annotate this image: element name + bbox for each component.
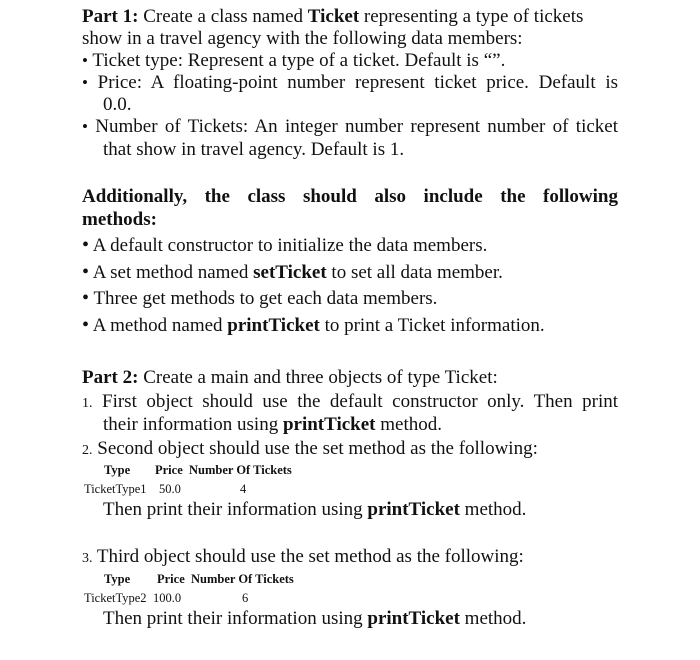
bullet-icon: • [82, 73, 88, 92]
method-name: printTicket [227, 315, 320, 336]
step-number: 3. [82, 551, 93, 566]
bullet-icon: • [82, 261, 90, 283]
table-header: Price [155, 463, 183, 477]
table-cell: TicketType1 [84, 482, 147, 496]
part1-intro-text-end: representing a type of tickets [363, 6, 584, 27]
step-text: Then print their information using [103, 499, 363, 520]
member-text: Price: A floating-point number represent ticket price. Default is [97, 72, 618, 93]
bullet-icon: • [82, 117, 88, 136]
table-header: Price [157, 572, 185, 586]
step-number: 2. [82, 443, 93, 458]
method-item [82, 234, 618, 257]
step-text-end: method. [464, 499, 527, 520]
methods-heading-line1: Additionally, the class should also include the following [82, 186, 618, 207]
method-item [82, 287, 618, 310]
part1-intro-text: Create a class named [143, 6, 304, 27]
method-name: setTicket [253, 262, 327, 283]
step-text-end: method. [464, 608, 527, 629]
step-3-after [103, 608, 618, 630]
step-text: Then print their information using [103, 608, 363, 629]
methods-heading-line2: methods: [82, 209, 157, 230]
step-text: Second object should use the set method as the following: [97, 438, 538, 459]
step-text: Third object should use the set method as the following: [96, 546, 524, 567]
bullet-icon: • [82, 51, 88, 70]
table-header: Number Of Tickets [189, 463, 292, 477]
member-price [82, 72, 618, 94]
step-number: 1. [82, 396, 93, 411]
member-number-of-tickets [82, 116, 618, 138]
step-1-line2 [103, 414, 618, 436]
bullet-icon: • [82, 314, 90, 336]
method-item [82, 261, 618, 284]
table-header: Type [104, 463, 131, 477]
bullet-icon: • [82, 287, 90, 309]
part2-heading: Part 2: [82, 367, 139, 388]
member-price-cont: 0.0. [103, 94, 132, 115]
table-header: Number Of Tickets [191, 572, 294, 586]
member-number-cont: that show in travel agency. Default is 1. [103, 139, 405, 160]
table-cell: 4 [240, 482, 247, 496]
step-text-end: method. [380, 414, 442, 435]
step-text: First object should use the default constructor only. Then print [102, 391, 618, 412]
table-cell: TicketType2 [84, 591, 147, 605]
method-text: Three get methods to get each data members. [93, 288, 438, 309]
part1-heading: Part 1: [82, 6, 139, 27]
method-text: A set method named [92, 262, 249, 283]
table-cell: 100.0 [153, 591, 182, 605]
step-text: their information using [103, 414, 279, 435]
method-text-end: to print a Ticket information. [324, 315, 545, 336]
method-text: A method named [92, 315, 223, 336]
step-2-after [103, 499, 618, 521]
step-2-line1 [82, 438, 618, 462]
member-ticket-type [82, 50, 618, 72]
part2-intro [82, 367, 618, 389]
method-item [82, 314, 618, 337]
method-name: printTicket [367, 499, 460, 520]
part1-intro-line1 [82, 6, 618, 28]
method-text-end: to set all data member. [331, 262, 503, 283]
member-text: Ticket type: Represent a type of a ticket. Default is “”. [92, 50, 506, 71]
method-text: A default constructor to initialize the data members. [92, 235, 488, 256]
table-cell: 50.0 [159, 482, 181, 496]
method-name: printTicket [367, 608, 460, 629]
part1-intro-line2: show in a travel agency with the following data members: [82, 28, 523, 49]
bullet-icon: • [82, 234, 90, 256]
class-name: Ticket [307, 6, 360, 27]
part2-intro-text: Create a main and three objects of type Ticket: [143, 367, 498, 388]
step-3-line1 [82, 546, 618, 570]
step-1-line1 [82, 391, 618, 415]
method-name: printTicket [282, 414, 376, 435]
table-header: Type [104, 572, 131, 586]
member-text: Number of Tickets: An integer number represent number of ticket [95, 116, 619, 137]
table-cell: 6 [242, 591, 249, 605]
